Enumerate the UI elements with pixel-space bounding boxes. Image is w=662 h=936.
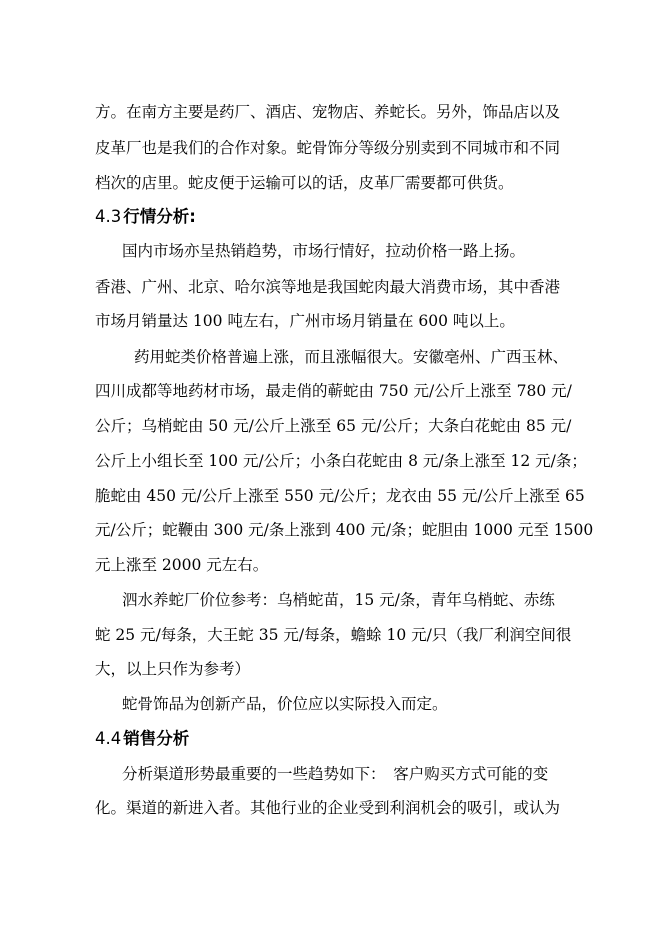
text-line: 四川成都等地药材市场，最走俏的蕲蛇由 750 元/公斤上涨至 780 元/ (95, 382, 572, 400)
text-line: 元上涨至 2000 元左右。 (95, 556, 269, 574)
text-line: 香港、广州、北京、哈尔滨等地是我国蛇肉最大消费市场，其中香港 (95, 278, 561, 296)
text-line: 化。渠道的新进入者。其他行业的企业受到利润机会的吸引，或认为 (95, 799, 561, 817)
section-heading-4-3 (95, 206, 196, 228)
text-line: 蛇 25 元/每条，大王蛇 35 元/每条，蟾蜍 10 元/只（我厂利润空间很 (95, 626, 572, 644)
section-number: 4.3 (95, 207, 122, 226)
text-line: 分析渠道形势最重要的一些趋势如下： 客户购买方式可能的变 (122, 765, 549, 783)
text-line: 国内市场亦呈热销趋势，市场行情好，拉动价格一路上扬。 (122, 242, 526, 260)
text-line: 脆蛇由 450 元/公斤上涨至 550 元/公斤；龙衣由 55 元/公斤上涨至 65 (95, 487, 585, 505)
text-line: 市场月销量达 100 吨左右，广州市场月销量在 600 吨以上。 (95, 312, 515, 330)
text-line: 皮革厂也是我们的合作对象。蛇骨饰分等级分别卖到不同城市和不同 (95, 139, 561, 157)
text-line: 药用蛇类价格普遍上涨，而且涨幅很大。安徽亳州、广西玉林、 (134, 348, 569, 366)
text-line: 方。在南方主要是药厂、酒店、宠物店、养蛇长。另外，饰品店以及 (95, 103, 561, 121)
section-title: 销售分析 (123, 729, 190, 748)
text-line: 大，以上只作为参考） (95, 660, 251, 678)
text-line: 蛇骨饰品为创新产品，价位应以实际投入而定。 (122, 695, 448, 713)
text-line: 泗水养蛇厂价位参考：乌梢蛇苗，15 元/条，青年乌梢蛇、赤练 (122, 591, 555, 609)
section-heading-4-4 (95, 728, 189, 750)
section-number: 4.4 (95, 729, 122, 748)
section-title: 行情分析: (123, 207, 196, 226)
text-line: 公斤；乌梢蛇由 50 元/公斤上涨至 65 元/公斤；大条白花蛇由 85 元/ (95, 417, 572, 435)
text-line: 元/公斤；蛇鞭由 300 元/条上涨到 400 元/条；蛇胆由 1000 元至 1500 (95, 521, 594, 539)
text-line: 公斤上小组长至 100 元/公斤；小条白花蛇由 8 元/条上涨至 12 元/条； (95, 452, 587, 470)
text-line: 档次的店里。蛇皮便于运输可以的话，皮革厂需要都可供货。 (95, 174, 514, 192)
